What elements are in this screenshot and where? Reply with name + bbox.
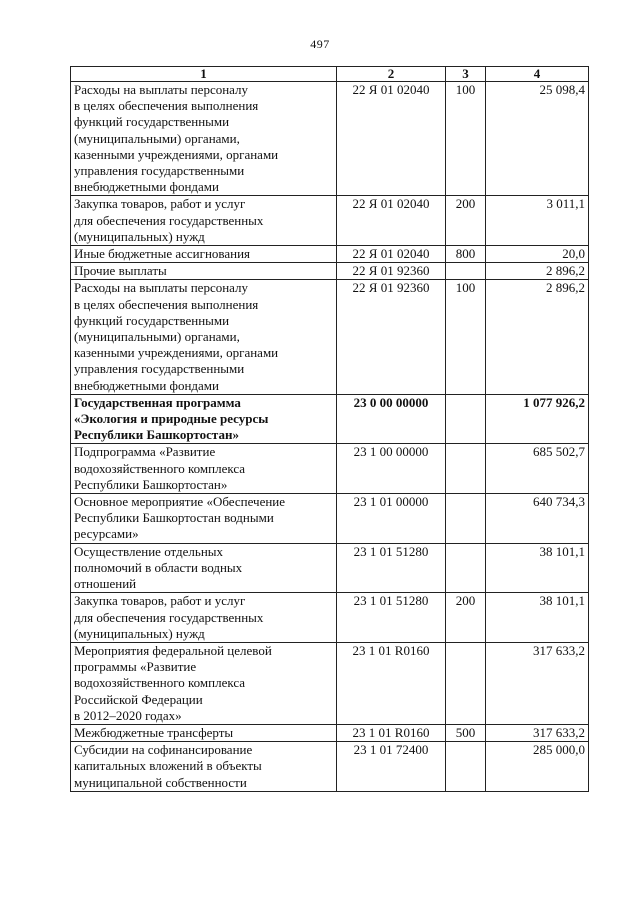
table-row bbox=[71, 444, 589, 494]
row-amount: 38 101,1 bbox=[486, 593, 589, 643]
row-expense-type bbox=[446, 543, 486, 593]
row-name: Расходы на выплаты персоналу в целях обеспечения выполнения функций государственными (муниципальными) органами, казенными учреждениями, органами управления государственными внебюджетными фондами bbox=[71, 82, 337, 196]
table-row bbox=[71, 263, 589, 280]
row-amount: 3 011,1 bbox=[486, 196, 589, 246]
row-amount: 20,0 bbox=[486, 246, 589, 263]
row-name: Межбюджетные трансферты bbox=[71, 724, 337, 741]
row-amount: 317 633,2 bbox=[486, 642, 589, 724]
table-row bbox=[71, 642, 589, 724]
row-name: Осуществление отдельных полномочий в области водных отношений bbox=[71, 543, 337, 593]
table-row bbox=[71, 246, 589, 263]
row-expense-type bbox=[446, 742, 486, 792]
header-col-1: 1 bbox=[71, 67, 337, 82]
row-name: Закупка товаров, работ и услуг для обеспечения государственных (муниципальных) нужд bbox=[71, 196, 337, 246]
budget-table bbox=[70, 66, 589, 792]
row-expense-type bbox=[446, 494, 486, 544]
row-name: Мероприятия федеральной целевой программы «Развитие водохозяйственного комплекса Российской Федерации в 2012–2020 годах» bbox=[71, 642, 337, 724]
row-expense-type bbox=[446, 263, 486, 280]
table-row bbox=[71, 494, 589, 544]
row-expense-type bbox=[446, 394, 486, 444]
row-code: 22 Я 01 02040 bbox=[337, 196, 446, 246]
header-col-2: 2 bbox=[337, 67, 446, 82]
row-code: 23 1 01 51280 bbox=[337, 543, 446, 593]
row-code: 23 1 01 51280 bbox=[337, 593, 446, 643]
row-expense-type bbox=[446, 444, 486, 494]
row-code: 22 Я 01 92360 bbox=[337, 263, 446, 280]
row-name: Субсидии на софинансирование капитальных вложений в объекты муниципальной собственности bbox=[71, 742, 337, 792]
row-expense-type: 200 bbox=[446, 196, 486, 246]
row-name: Государственная программа «Экология и природные ресурсы Республики Башкортостан» bbox=[71, 394, 337, 444]
row-name: Прочие выплаты bbox=[71, 263, 337, 280]
row-amount: 640 734,3 bbox=[486, 494, 589, 544]
row-name: Расходы на выплаты персоналу в целях обеспечения выполнения функций государственными (муниципальными) органами, казенными учреждениями, органами управления государственными внебюджетными фондами bbox=[71, 280, 337, 394]
row-expense-type: 500 bbox=[446, 724, 486, 741]
header-row bbox=[71, 67, 589, 82]
table-row bbox=[71, 724, 589, 741]
header-col-3: 3 bbox=[446, 67, 486, 82]
row-amount: 2 896,2 bbox=[486, 280, 589, 394]
table-row bbox=[71, 280, 589, 394]
table-header bbox=[71, 67, 589, 82]
row-amount: 685 502,7 bbox=[486, 444, 589, 494]
row-name: Закупка товаров, работ и услуг для обеспечения государственных (муниципальных) нужд bbox=[71, 593, 337, 643]
table-row bbox=[71, 543, 589, 593]
table-row-program bbox=[71, 394, 589, 444]
page-number: 497 bbox=[310, 37, 330, 51]
row-code: 22 Я 01 02040 bbox=[337, 246, 446, 263]
row-amount: 317 633,2 bbox=[486, 724, 589, 741]
row-amount: 38 101,1 bbox=[486, 543, 589, 593]
row-code: 23 1 01 00000 bbox=[337, 494, 446, 544]
row-expense-type bbox=[446, 642, 486, 724]
table-row bbox=[71, 742, 589, 792]
table-body bbox=[71, 82, 589, 792]
row-expense-type: 800 bbox=[446, 246, 486, 263]
row-code: 22 Я 01 92360 bbox=[337, 280, 446, 394]
header-col-4: 4 bbox=[486, 67, 589, 82]
row-expense-type: 200 bbox=[446, 593, 486, 643]
row-amount: 2 896,2 bbox=[486, 263, 589, 280]
table-row bbox=[71, 196, 589, 246]
row-amount: 25 098,4 bbox=[486, 82, 589, 196]
row-code: 23 1 01 R0160 bbox=[337, 642, 446, 724]
row-code: 23 1 01 R0160 bbox=[337, 724, 446, 741]
row-name: Подпрограмма «Развитие водохозяйственного комплекса Республики Башкортостан» bbox=[71, 444, 337, 494]
row-amount: 285 000,0 bbox=[486, 742, 589, 792]
row-code: 23 1 01 72400 bbox=[337, 742, 446, 792]
row-name: Иные бюджетные ассигнования bbox=[71, 246, 337, 263]
row-expense-type: 100 bbox=[446, 280, 486, 394]
row-code: 23 1 00 00000 bbox=[337, 444, 446, 494]
table-row bbox=[71, 82, 589, 196]
table-row bbox=[71, 593, 589, 643]
row-amount: 1 077 926,2 bbox=[486, 394, 589, 444]
row-expense-type: 100 bbox=[446, 82, 486, 196]
row-code: 23 0 00 00000 bbox=[337, 394, 446, 444]
row-code: 22 Я 01 02040 bbox=[337, 82, 446, 196]
row-name: Основное мероприятие «Обеспечение Республики Башкортостан водными ресурсами» bbox=[71, 494, 337, 544]
